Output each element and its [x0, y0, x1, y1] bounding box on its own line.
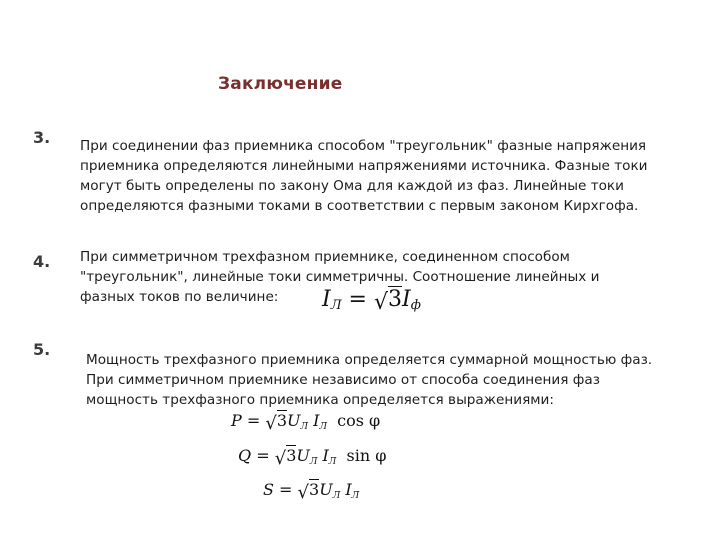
- formula-reactive-root: √: [274, 448, 287, 469]
- formula-current-eq: =: [341, 287, 374, 312]
- formula-current-rhs: I: [402, 287, 411, 312]
- slide-title: Заключение: [218, 74, 343, 94]
- formula-current-rhs-sub: ф: [410, 298, 421, 313]
- formula-reactive-root-arg: 3: [286, 446, 297, 465]
- formula-reactive-i: I: [322, 446, 329, 465]
- item-number-5: 5.: [33, 340, 51, 359]
- formula-apparent-u-sub: Л: [332, 491, 341, 501]
- formula-active-root: √: [265, 413, 277, 434]
- formula-reactive-trig: sin φ: [346, 446, 387, 465]
- formula-apparent-u: U: [319, 480, 333, 499]
- item-number-4: 4.: [33, 252, 51, 271]
- formula-active-eq: =: [241, 411, 266, 430]
- formula-current-root: √: [373, 290, 389, 315]
- formula-reactive-u: U: [296, 446, 310, 465]
- formula-active-u-sub: Л: [300, 422, 309, 432]
- formula-apparent-i: I: [345, 480, 352, 499]
- formula-active-trig: cos φ: [337, 411, 381, 430]
- formula-current-lhs-sub: Л: [330, 298, 342, 313]
- formula-line-apparent-power: [263, 480, 359, 503]
- formula-line-current: [322, 287, 421, 315]
- formula-current-root-arg: 3: [388, 287, 403, 312]
- formula-line-reactive-power: [238, 446, 386, 469]
- formula-reactive-eq: =: [251, 446, 275, 465]
- formula-reactive-lhs: Q: [238, 446, 252, 465]
- formula-reactive-u-sub: Л: [309, 457, 318, 467]
- formula-line-active-power: [231, 411, 380, 434]
- formula-active-root-arg: 3: [276, 411, 288, 430]
- item-text-3: При соединении фаз приемника способом "треугольник" фазные напряжения приемника определяются линейными напряжениями источника. Фазные токи могут быть определены по закону Ома для каждой из фаз. Линейные токи определяются фазными токами в соответствии с первым законом Кирхгофа.: [80, 138, 648, 214]
- item-text-4: При симметричном трехфазном приемнике, соединенном способом "треугольник", линейные токи симметричны. Соотношение линейных и фазных токов по величине:: [80, 249, 600, 305]
- formula-apparent-i-sub: Л: [351, 491, 360, 501]
- formula-active-i: I: [313, 411, 320, 430]
- formula-active-lhs: P: [231, 411, 242, 430]
- formula-current-lhs: I: [322, 287, 331, 312]
- formula-apparent-root-arg: 3: [309, 480, 320, 499]
- item-number-3: 3.: [33, 128, 51, 147]
- item-text-5: Мощность трехфазного приемника определяется суммарной мощностью фаз. При симметричном приемнике независимо от способа соединения фаз мощность трехфазного приемника определяется выражениями:: [86, 352, 653, 408]
- formula-apparent-lhs: S: [263, 480, 274, 499]
- formula-active-u: U: [287, 411, 301, 430]
- formula-apparent-eq: =: [273, 480, 298, 499]
- formula-reactive-i-sub: Л: [328, 457, 337, 467]
- formula-apparent-root: √: [297, 482, 310, 503]
- formula-active-i-sub: Л: [319, 422, 327, 432]
